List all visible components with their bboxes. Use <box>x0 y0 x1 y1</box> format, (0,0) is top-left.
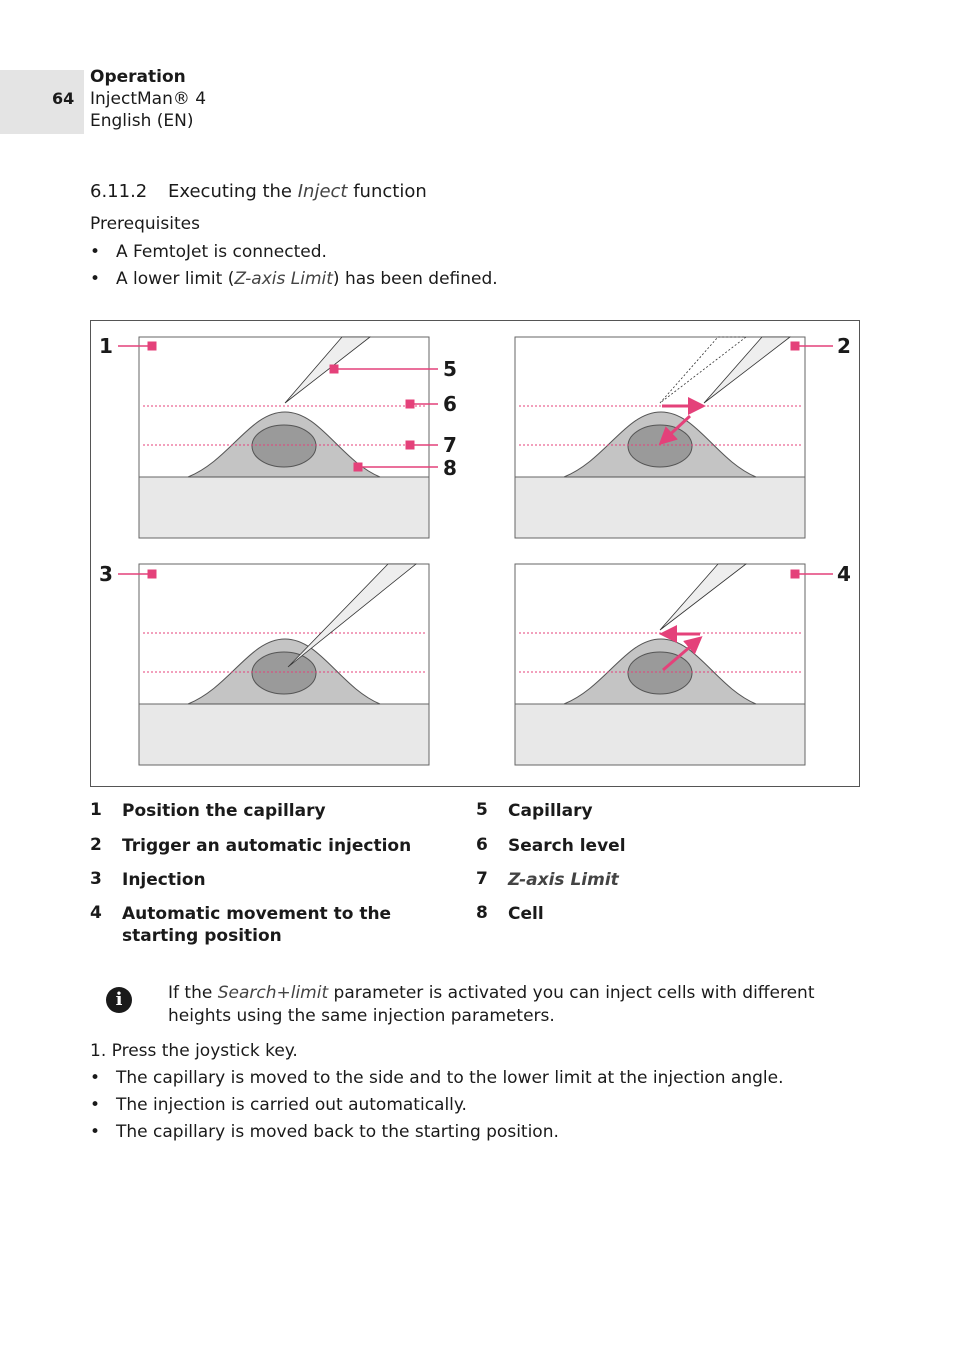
callout-6: 6 <box>443 392 457 416</box>
list-item-text: A FemtoJet is connected. <box>116 242 327 262</box>
callout-7: 7 <box>443 433 457 457</box>
callout-3: 3 <box>99 562 113 586</box>
legend-item: 4 Automatic movement to the starting position <box>90 903 392 946</box>
page-number: 64 <box>52 89 75 108</box>
legend-item: 5 Capillary <box>476 800 593 821</box>
step-1: 1. Press the joystick key. <box>90 1041 298 1061</box>
prerequisites-heading: Prerequisites <box>90 214 200 234</box>
panel-position-capillary <box>139 337 429 538</box>
callout-1: 1 <box>99 334 113 358</box>
result-item: • The capillary is moved to the side and to the lower limit at the injection angle. <box>90 1068 784 1088</box>
legend-item: 8 Cell <box>476 903 544 924</box>
legend-item: 7 Z-axis Limit <box>476 869 619 890</box>
list-item: • A FemtoJet is connected. <box>90 242 327 262</box>
result-item: • The injection is carried out automatically. <box>90 1095 467 1115</box>
list-item-text: A lower limit (Z-axis Limit) has been defined. <box>116 269 498 289</box>
panel-return-to-start <box>515 564 805 765</box>
callout-5: 5 <box>443 357 457 381</box>
product-name: InjectMan® 4 <box>90 89 207 109</box>
panel-trigger-injection <box>515 337 805 538</box>
callout-2: 2 <box>837 334 851 358</box>
section-title-part: function <box>347 181 427 202</box>
callout-4: 4 <box>837 562 851 586</box>
section-number: 6.11.2 <box>90 181 148 202</box>
legend-item: 6 Search level <box>476 835 626 856</box>
chapter-title: Operation <box>90 67 186 87</box>
info-icon: i <box>106 987 132 1013</box>
section-title-part: Executing the <box>168 181 298 202</box>
language: English (EN) <box>90 111 194 131</box>
section-title-italic: Inject <box>297 181 348 202</box>
panel-injection <box>139 564 429 765</box>
info-note: If the Search+limit parameter is activated you can inject cells with different heights using the same injection parameters. <box>168 983 815 1026</box>
result-item: • The capillary is moved back to the starting position. <box>90 1122 559 1142</box>
callout-8: 8 <box>443 456 457 480</box>
legend-item: 1 Position the capillary <box>90 800 326 821</box>
legend-item: 3 Injection <box>90 869 206 890</box>
legend-item: 2 Trigger an automatic injection <box>90 835 412 856</box>
list-item: • A lower limit (Z-axis Limit) has been defined. <box>90 269 498 289</box>
